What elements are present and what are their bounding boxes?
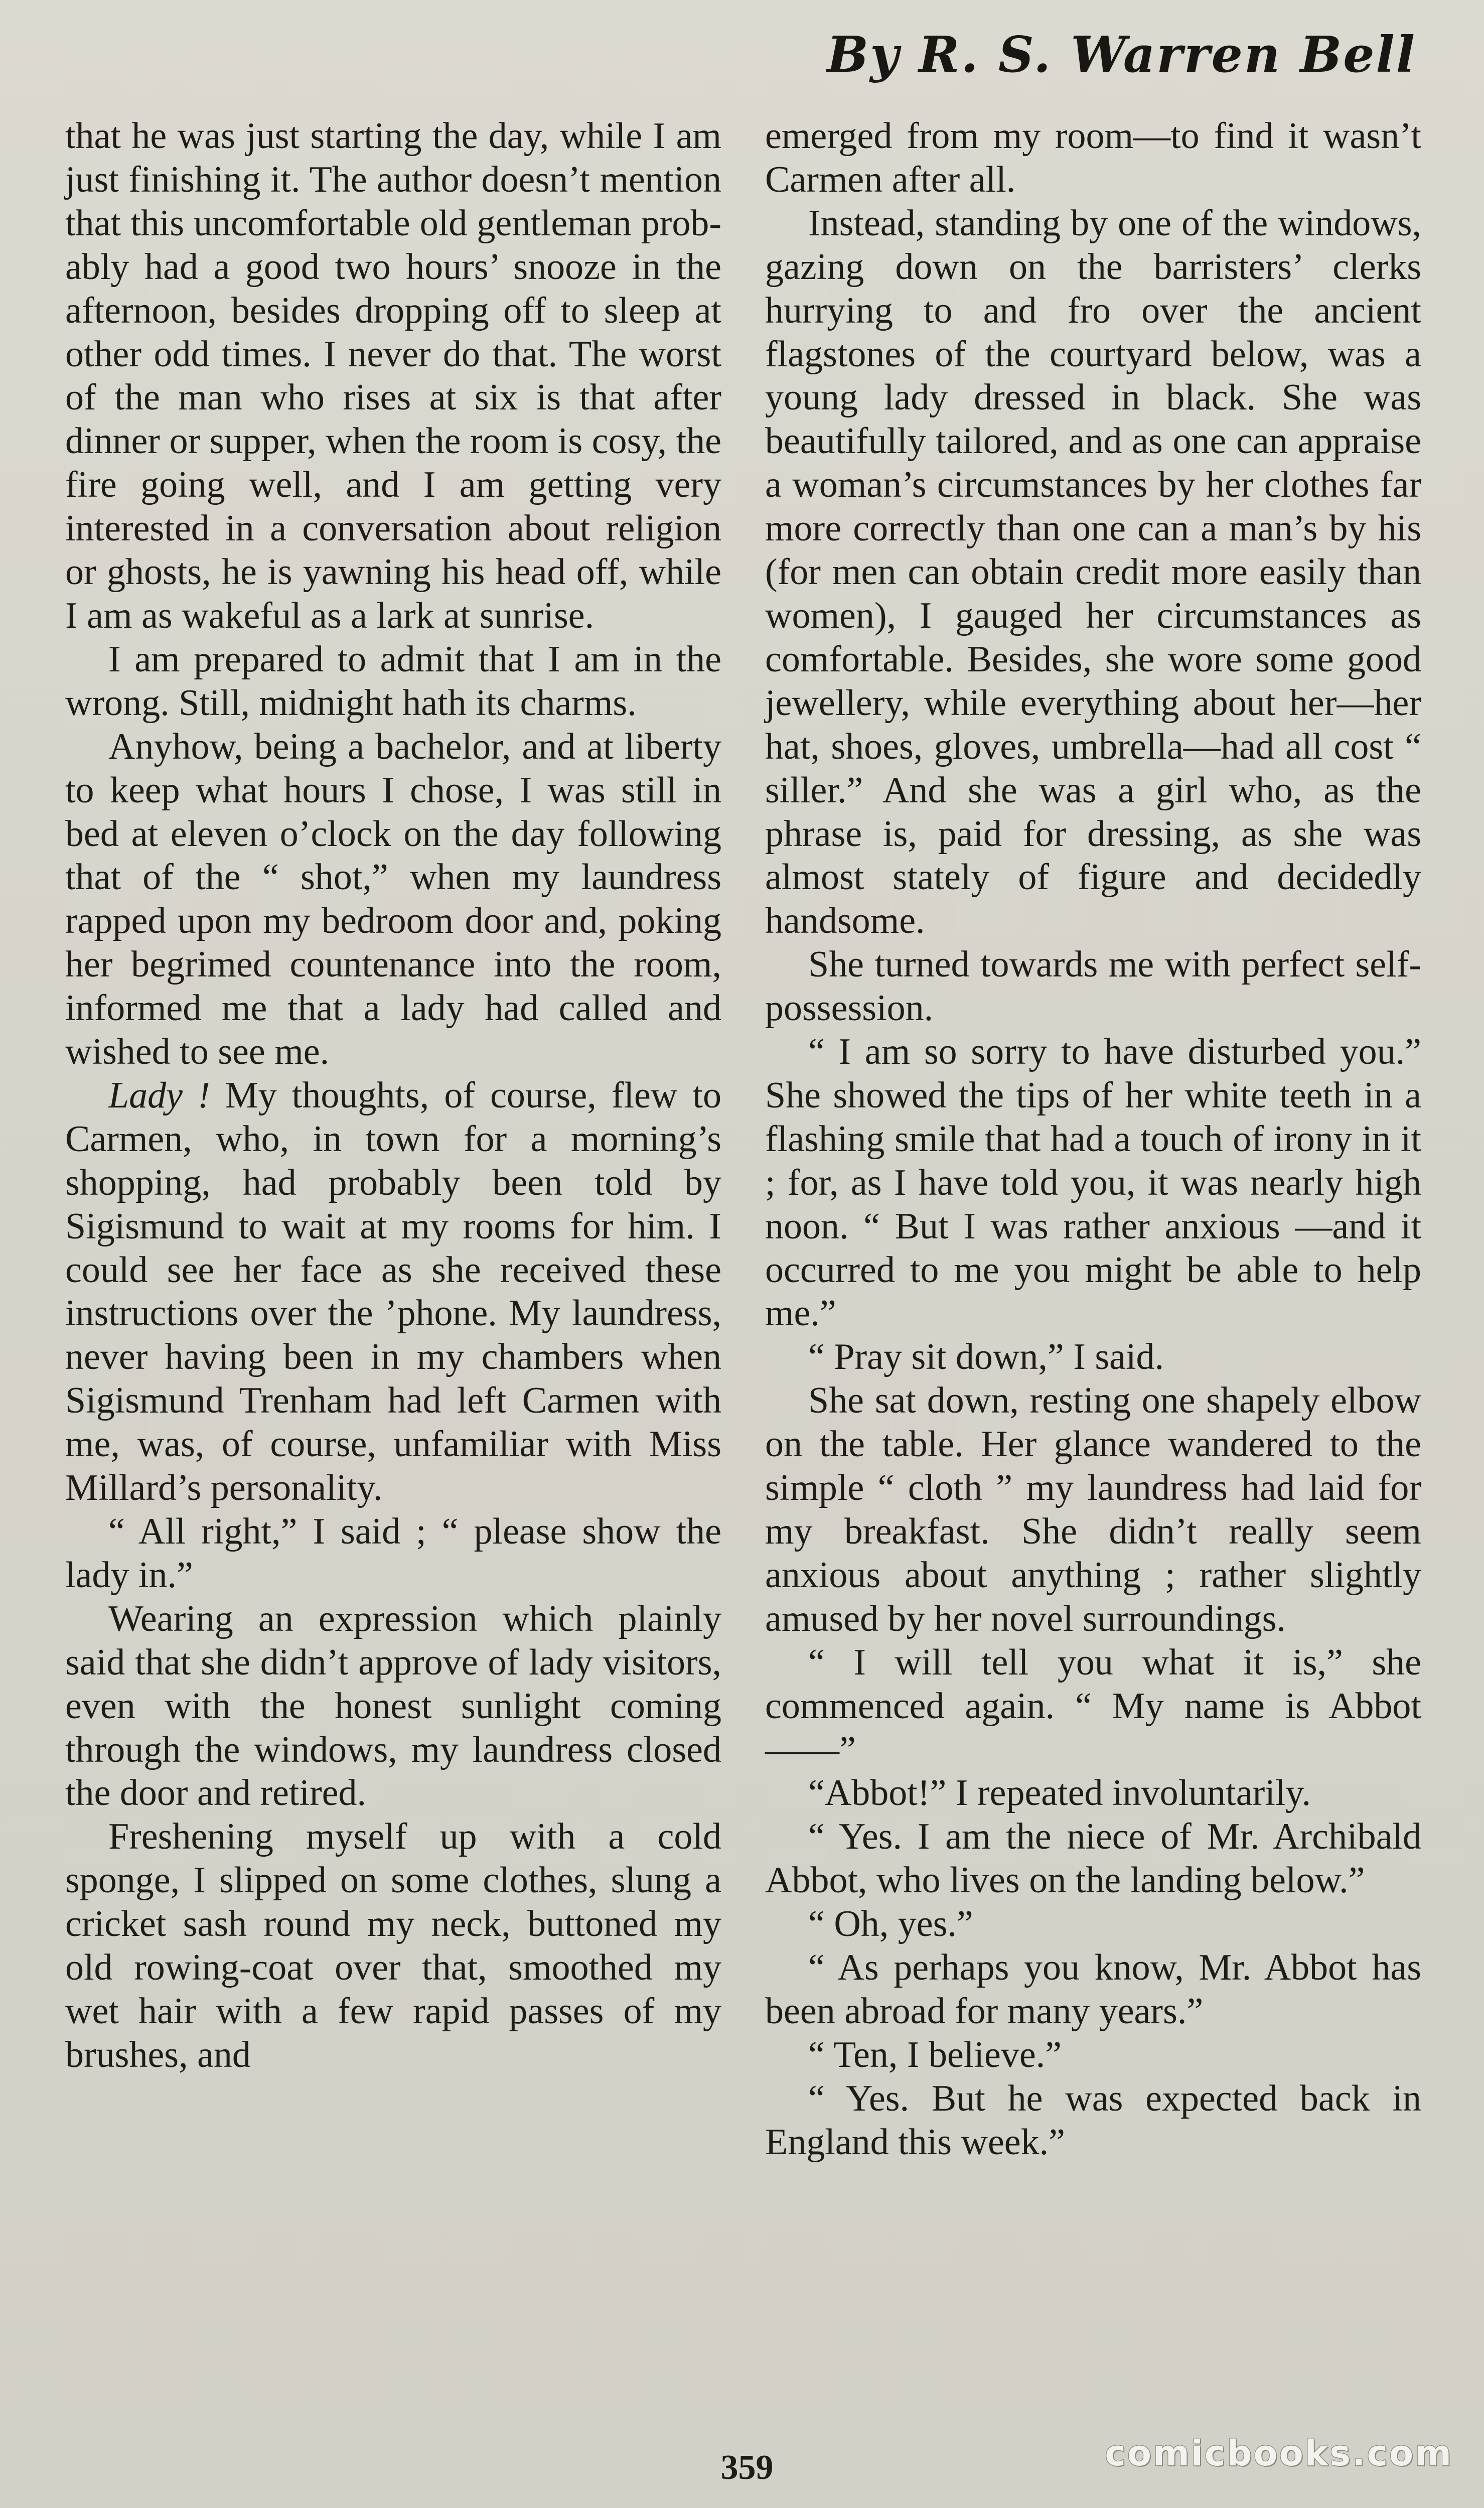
paragraph-lady bbox=[65, 1074, 721, 1510]
paragraph: “Abbot!” I repeated involuntarily. bbox=[808, 1772, 1311, 1814]
paragraph: She sat down, resting one shapely elbow on the table. Her glance wandered to the simple “ cloth ” my laundress had laid for my breakfast. She didn’t really seem anxious about anything ; rather slightly amused by her novel surroundings. bbox=[765, 1380, 1421, 1639]
text-column-right bbox=[765, 114, 1421, 2164]
paragraph: Anyhow, being a bachelor, and at liberty to keep what hours I chose, I was still in bed at eleven o’clock on the day following that of the “ shot,” when my laundress rapped upon my bedroom door and, poking her begrimed countenance into the room, informed me that a lady had called and wished to see me. bbox=[65, 726, 721, 1073]
paragraph: Instead, standing by one of the windows, gazing down on the barristers’ clerks hurrying to and fro over the ancient flagstones of the courtyard below, was a young lady dressed in black. She was beautifully tailored, and as one can appraise a woman’s circumstances by her clothes far more correctly than one can a man’s by his (for men can obtain credit more easily than women), I gauged her circumstances as comfortable. Besides, she wore some good jewellery, while everything about her—her hat, shoes, gloves, umbrella—had all cost “ siller.” And she was a girl who, as the phrase is, paid for dressing, as she was almost stately of figure and decidedly handsome. bbox=[765, 202, 1421, 942]
paragraph: “ I am so sorry to have disturbed you.” She showed the tips of her white teeth in a flashing smile that had a touch of irony in it ; for, as I have told you, it was nearly high noon. “ But I was rather anxious —and it occurred to me you might be able to help me.” bbox=[765, 1031, 1421, 1334]
paragraph: “ Yes. I am the niece of Mr. Archibald Abbot, who lives on the landing below.” bbox=[765, 1816, 1421, 1901]
paragraph: She turned towards me with perfect self-possession. bbox=[765, 944, 1421, 1029]
paragraph: Freshening myself up with a cold sponge, I slipped on some clothes, slung a cricket sash round my neck, buttoned my old rowing-coat over that, smoothed my wet hair with a few rapid passes of my brushes, and bbox=[65, 1816, 721, 2075]
paragraph: “ I will tell you what it is,” she commenced again. “ My name is Abbot——” bbox=[765, 1641, 1421, 1770]
paragraph: “ Oh, yes.” bbox=[808, 1903, 973, 1945]
watermark-text: comicbooks.com bbox=[1105, 2433, 1453, 2474]
paragraph: “ Yes. But he was expected back in England this week.” bbox=[765, 2077, 1421, 2163]
paragraph: “ Ten, I believe.” bbox=[808, 2034, 1062, 2075]
paragraph: that he was just starting the day, while I am just finishing it. The author doesn’t mention that this uncomfortable old gentleman probably had a good two hours’ snooze in the afternoon, besides dropping off to sleep at other odd times. I never do that. The worst of the man who rises at six is that after dinner or supper, when the room is cosy, the fire going well, and I am getting very interested in a conversation about religion or ghosts, he is yawning his head off, while I am as wakeful as a lark at sunrise. bbox=[65, 115, 721, 636]
paragraph: “ All right,” I said ; “ please show the lady in.” bbox=[65, 1511, 721, 1596]
italic-lady: Lady ! bbox=[108, 1074, 210, 1116]
text-column-left bbox=[65, 114, 721, 2077]
paragraph: I am prepared to admit that I am in the wrong. Still, midnight hath its charms. bbox=[65, 638, 721, 724]
author-byline: By R. S. Warren Bell bbox=[827, 26, 1416, 84]
paragraph-lady-rest: My thoughts, of course, flew to Carmen, who, in town for a morning’s shopping, had probably been told by Sigismund to wait at my rooms for him. I could see her face as she received these instructions over the ’phone. My laundress, never having been in my chambers when Sigismund Trenham had left Carmen with me, was, of course, unfamiliar with Miss Millard’s personality. bbox=[65, 1074, 721, 1509]
paragraph: “ Pray sit down,” I said. bbox=[808, 1336, 1164, 1378]
paragraph: “ As perhaps you know, Mr. Abbot has been abroad for many years.” bbox=[765, 1947, 1421, 2032]
page-number: 359 bbox=[720, 2448, 774, 2487]
paragraph: Wearing an expression which plainly said that she didn’t approve of lady visitors, even with the honest sunlight coming through the windows, my laundress closed the door and retired. bbox=[65, 1598, 721, 1814]
paragraph: emerged from my room—to find it wasn’t Carmen after all. bbox=[765, 115, 1421, 200]
